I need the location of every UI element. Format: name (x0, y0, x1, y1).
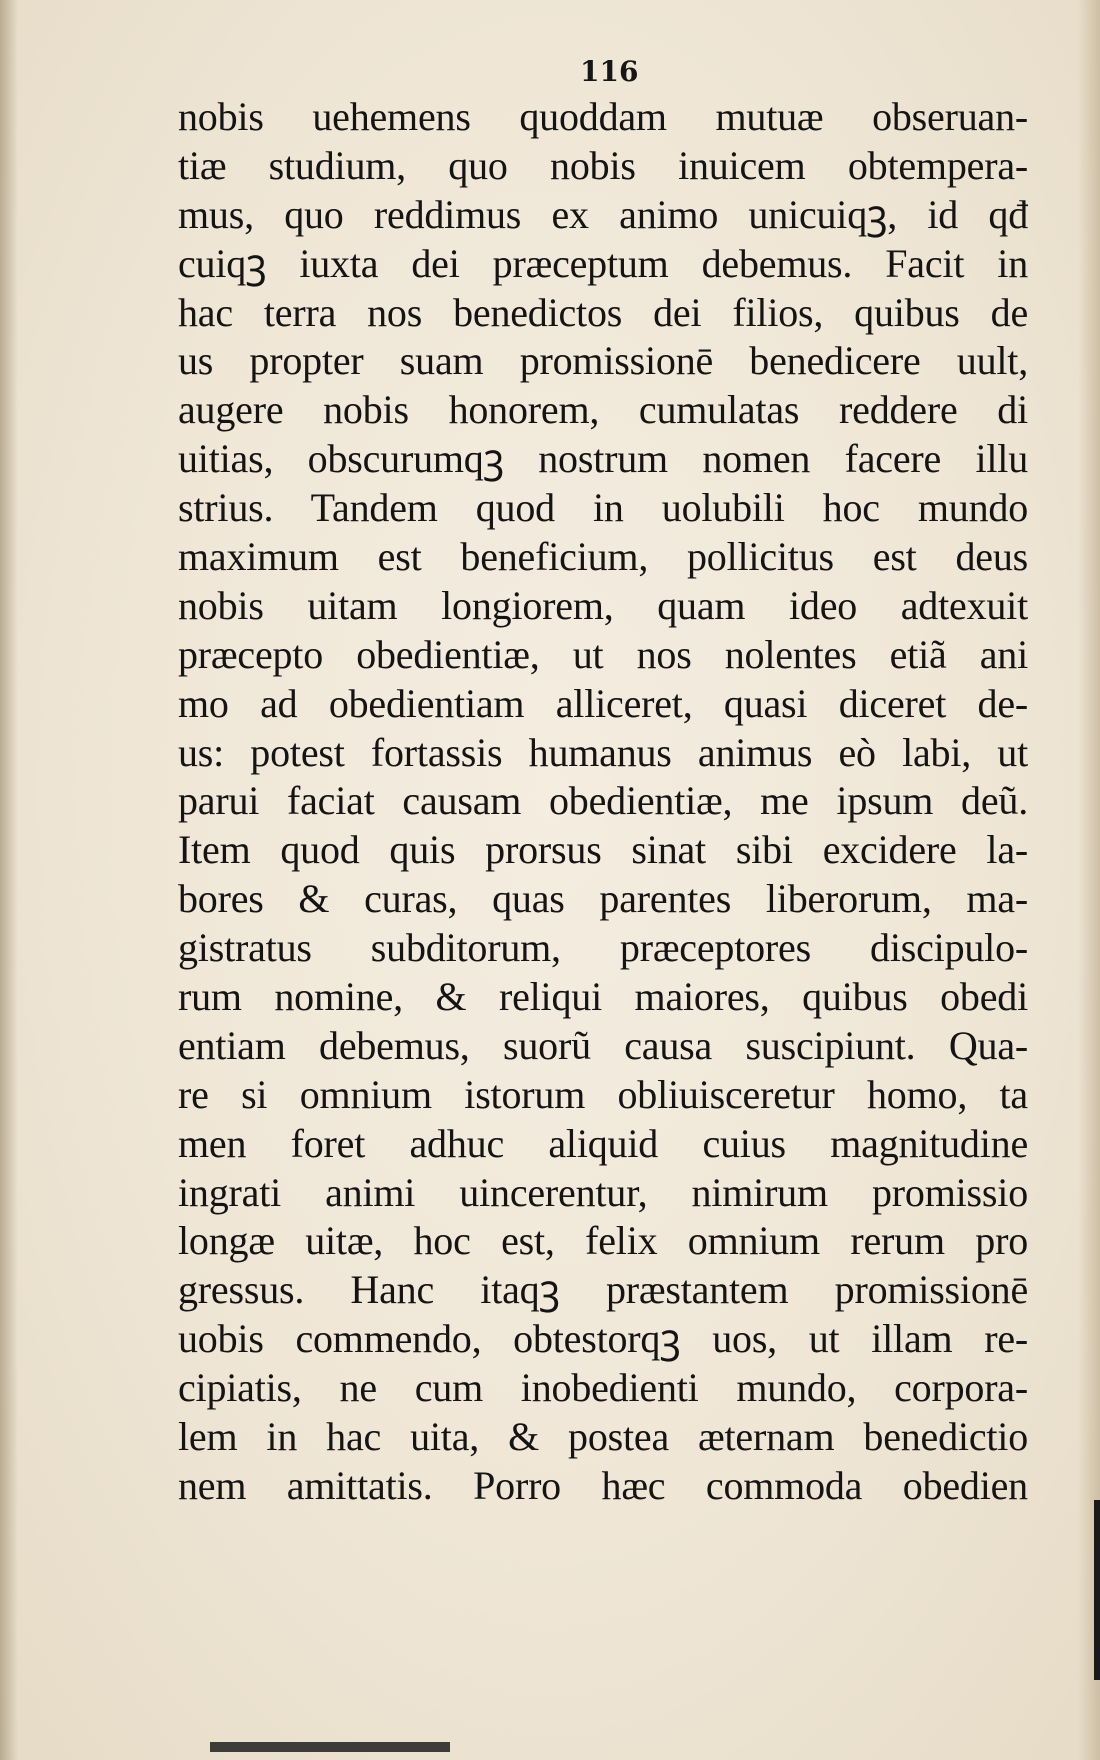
text-line: uitias, obscurumqꝫ nostrum nomen facere illu (178, 436, 1028, 482)
text-line: præcepto obedientiæ, ut nos nolentes etiã ani (178, 631, 1028, 677)
text-line: cuiqꝫ iuxta dei præceptum debemus. Facit in (178, 240, 1028, 286)
text-line: longæ uitæ, hoc est, felix omnium rerum pro (178, 1218, 1028, 1264)
body-text (178, 93, 1028, 1511)
text-line: uobis commendo, obtestorqꝫ uos, ut illam re- (178, 1316, 1028, 1362)
text-line: hac terra nos benedictos dei filios, quibus de (178, 289, 1028, 335)
text-line: mus, quo reddimus ex animo unicuiqꝫ, id qđ (178, 191, 1028, 237)
text-line: nobis uitam longiorem, quam ideo adtexuit (178, 582, 1028, 628)
text-line: gressus. Hanc itaqꝫ præstantem promissionē (178, 1267, 1028, 1313)
text-line: entiam debemus, suorũ causa suscipiunt. Qua- (178, 1022, 1028, 1068)
text-line: strius. Tandem quod in uolubili hoc mundo (178, 485, 1028, 531)
bottom-rule (210, 1742, 450, 1752)
text-line: augere nobis honorem, cumulatas reddere di (178, 387, 1028, 433)
text-line: us propter suam promissionē benedicere uult, (178, 338, 1028, 384)
text-line: Item quod quis prorsus sinat sibi excidere la- (178, 827, 1028, 873)
text-line: ingrati animi uincerentur, nimirum promissio (178, 1169, 1028, 1215)
text-line: lem in hac uita, & postea æternam benedictio (178, 1414, 1028, 1460)
text-line: men foret adhuc aliquid cuius magnitudine (178, 1120, 1028, 1166)
text-line: maximum est beneficium, pollicitus est deus (178, 534, 1028, 580)
page-edge (1078, 0, 1100, 1760)
text-line: parui faciat causam obedientiæ, me ipsum deũ. (178, 778, 1028, 824)
text-line: us: potest fortassis humanus animus eò labi, ut (178, 729, 1028, 775)
text-line: nobis uehemens quoddam mutuæ obseruan- (178, 94, 1028, 139)
text-line: bores & curas, quas parentes liberorum, ma- (178, 876, 1028, 922)
binding-shadow (0, 0, 18, 1760)
text-line: nem amittatis. Porro hæc commoda obedien (178, 1462, 1028, 1508)
text-line: mo ad obedientiam alliceret, quasi diceret de- (178, 680, 1028, 726)
page-number: 116 (580, 55, 639, 88)
text-line: rum nomine, & reliqui maiores, quibus obedi (178, 974, 1028, 1020)
edge-mark (1094, 1500, 1100, 1680)
text-line: cipiatis, ne cum inobedienti mundo, corpora- (178, 1365, 1028, 1411)
text-line: tiæ studium, quo nobis inuicem obtempera- (178, 142, 1028, 188)
text-line: re si omnium istorum obliuisceretur homo, ta (178, 1071, 1028, 1117)
text-line: gistratus subditorum, præceptores discipulo- (178, 925, 1028, 971)
